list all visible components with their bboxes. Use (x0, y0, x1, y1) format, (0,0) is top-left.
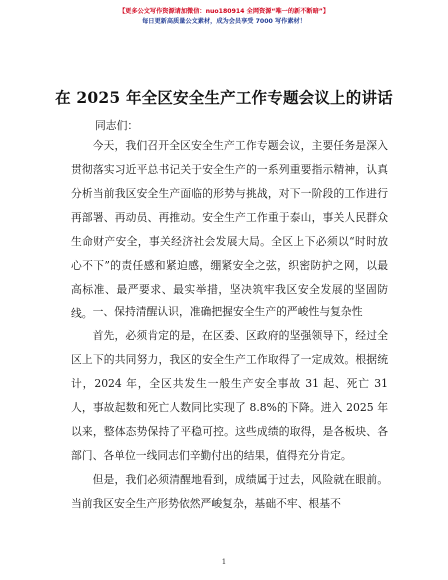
greeting: 同志们： (95, 119, 139, 132)
paragraph-risks: 但是，我们必须清醒地看到，成绩属于过去，风险就在眼前。当前我区安全生产形势依然严峻复杂，基础不牢、根基不 (71, 473, 388, 510)
document-title: 在 2025 年全区安全生产工作专题会议上的讲话 (55, 88, 393, 107)
promo-banner-line-1: 【更多公文写作资源请加微信：nuo180914 全网资源“唯一的新不断暗”】 (118, 8, 330, 15)
page-number: 1 (221, 558, 227, 566)
paragraph-intro: 今天，我们召开全区安全生产工作专题会议，主要任务是深入贯彻落实习近平总书记关于安全生产的一系列重要指示精神，认真分析当前我区安全生产面临的形势与挑战，对下一阶段的工作进行再部署、再动员、再推动。安全生产工作重于泰山，事关人民群众生命财产安全，事关经济社会发展大局。全区上下必须以“时时放心不下”的责任感和紧迫感，绷紧安全之弦，织密防护之网，以最高标准、最严要求、最实举措，坚决筑牢我区安全发展的坚固防线。 (71, 139, 388, 320)
paragraph-achievements: 首先，必须肯定的是，在区委、区政府的坚强领导下，经过全区上下的共同努力，我区的安全生产工作取得了一定成效。根据统计，2024 年，全区共发生一般生产安全事故 31 起、死亡 31 人，事故起数和死亡人数同比实现了 8.8%的下降。进入 2025 年以来，整体态势保持了平稳可控。这些成绩的取得，是各板块、各部门、各单位一线同志们辛勤付出的结果，值得充分肯定。 (71, 329, 388, 462)
section-heading-1: 一、保持清醒认识，准确把握安全生产的严峻性与复杂性 (92, 305, 363, 318)
promo-banner-line-2: 每日更新高质量公文素材，成为会员享受 7000 写作素材！ (142, 18, 306, 25)
